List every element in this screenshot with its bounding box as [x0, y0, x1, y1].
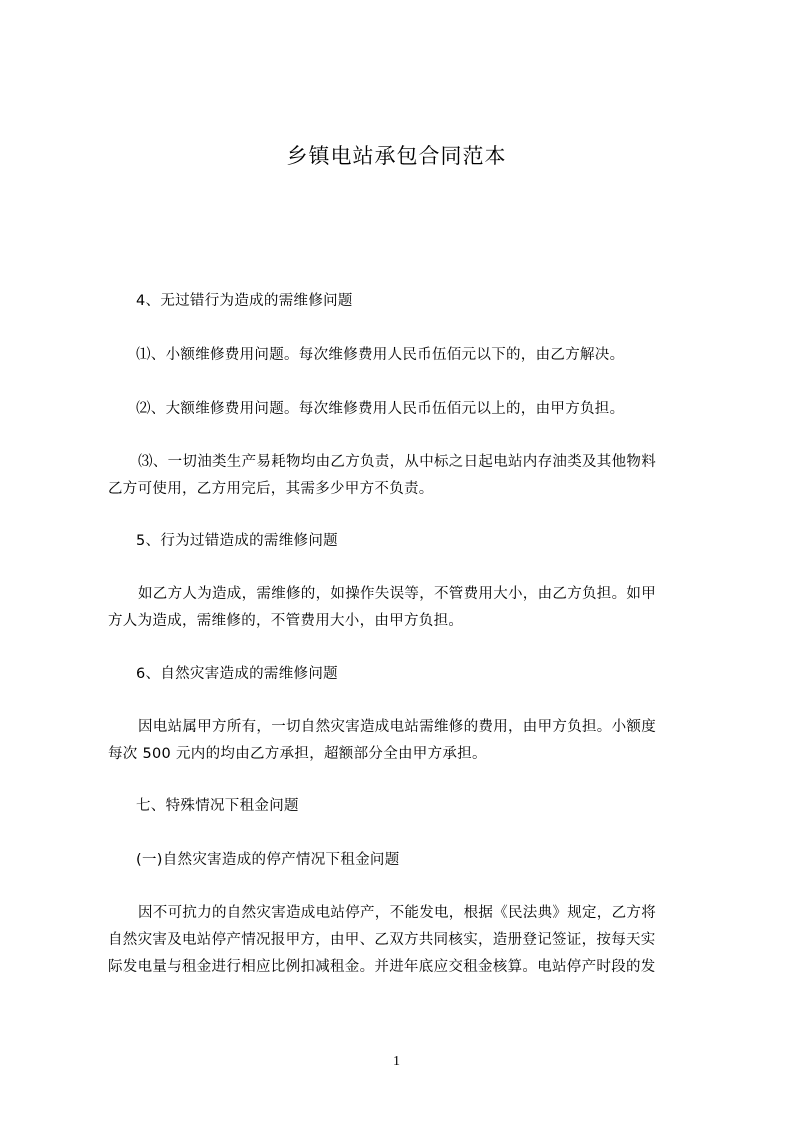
- subsection-heading-7-1: (一)自然灾害造成的停产情况下租金问题: [136, 852, 400, 868]
- paragraph-5-line-2: 方人为造成，需维修的，不管费用大小，由甲方负担。: [108, 613, 464, 629]
- section-heading-7: 七、特殊情况下租金问题: [136, 798, 299, 814]
- paragraph-7-1-line-2: 自然灾害及电站停产情况报甲方，由甲、乙双方共同核实，造册登记签证，按每天实: [108, 932, 656, 948]
- document-title: 乡镇电站承包合同范本: [286, 144, 507, 168]
- paragraph-item-3-line-2: 乙方可使用，乙方用完后，其需多少甲方不负责。: [108, 481, 434, 497]
- page-number: 1: [393, 1054, 400, 1069]
- paragraph-5-line-1: 如乙方人为造成，需维修的，如操作失误等，不管费用大小，由乙方负担。如甲: [138, 586, 656, 602]
- paragraph-7-1-line-3: 际发电量与租金进行相应比例扣减租金。并进年底应交租金核算。电站停产时段的发: [108, 959, 656, 975]
- paragraph-7-1-line-1: 因不可抗力的自然灾害造成电站停产，不能发电，根据《民法典》规定，乙方将: [138, 905, 656, 921]
- paragraph-6-line-2: 每次 500 元内的均由乙方承担，超额部分全由甲方承担。: [108, 746, 487, 762]
- paragraph-item-1: ⑴、小额维修费用问题。每次维修费用人民币伍佰元以下的，由乙方解决。: [136, 347, 625, 363]
- paragraph-item-3-line-1: ⑶、一切油类生产易耗物均由乙方负责，从中标之日起电站内存油类及其他物料: [138, 454, 656, 470]
- section-heading-4: 4、无过错行为造成的需维修问题: [136, 293, 353, 309]
- paragraph-item-2: ⑵、大额维修费用问题。每次维修费用人民币伍佰元以上的，由甲方负担。: [136, 401, 625, 417]
- section-heading-6: 6、自然灾害造成的需维修问题: [136, 666, 338, 682]
- paragraph-6-line-1: 因电站属甲方所有，一切自然灾害造成电站需维修的费用，由甲方负担。小额度: [138, 719, 656, 735]
- section-heading-5: 5、行为过错造成的需维修问题: [136, 533, 338, 549]
